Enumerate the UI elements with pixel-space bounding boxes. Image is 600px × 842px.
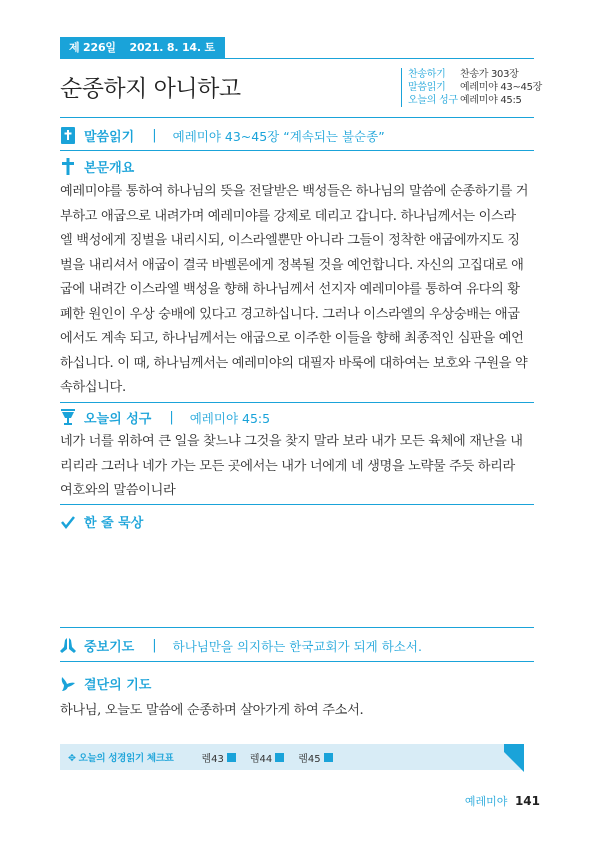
checklist-title: ✥ 오늘의 성경읽기 체크표 — [68, 753, 174, 764]
footer-book: 예레미야 — [464, 795, 508, 808]
day-label: 제 226일 — [69, 41, 116, 54]
chalice-icon — [60, 409, 76, 427]
checklist-item-label: 렘45 — [298, 753, 321, 765]
cross-icon — [60, 158, 76, 176]
separator: | — [169, 410, 174, 425]
summary-text — [60, 180, 536, 401]
verse-header — [60, 408, 270, 427]
praying-hands-icon — [60, 637, 76, 655]
text-line: 폐한 원인이 우상 숭배에 있다고 경고하십니다. 그러나 이스라엘의 우상숭배는 애굽 — [60, 306, 520, 322]
text-line: 엘 백성에게 징벌을 내리시되, 이스라엘뿐만 아니라 그들이 정착한 애굽에까지도 징 — [60, 233, 520, 248]
reading-header — [60, 126, 385, 145]
date-tab — [60, 37, 225, 58]
title-rule — [60, 58, 534, 59]
text-line: 여호와의 말씀이니라 — [60, 483, 176, 498]
intercession-text: 하나님만을 의지하는 한국교회가 되게 하소서. — [172, 638, 422, 654]
info-row-verse — [408, 94, 542, 107]
page-title: 순종하지 아니하고 — [60, 76, 241, 102]
checklist-item[interactable] — [298, 750, 332, 765]
bible-icon — [60, 127, 76, 145]
text-line: 예레미야를 통하여 하나님의 뜻을 전달받은 백성들은 하나님의 말씀에 순종하기를 거 — [60, 184, 529, 199]
checklist-label: 오늘의 성경읽기 체크표 — [78, 753, 174, 764]
checklist-item-label: 렘44 — [249, 753, 273, 765]
separator: | — [152, 638, 157, 653]
info-row-reading — [408, 81, 542, 94]
dove-icon — [60, 675, 76, 693]
prayer-label: 결단의 기도 — [84, 678, 152, 693]
verse-reference: 예레미야 45:5 — [189, 410, 271, 426]
info-box — [401, 68, 542, 107]
text-line: 굽에 내려간 이스라엘 백성을 향해 하나님께서 선지자 예레미야를 통하여 유다의 황 — [60, 282, 520, 297]
checklist-item[interactable] — [250, 750, 284, 765]
reading-label: 말씀읽기 — [84, 130, 135, 145]
divider — [60, 661, 534, 662]
summary-header — [60, 157, 134, 176]
info-value: 예레미야 45:5 — [460, 95, 522, 106]
text-line: 리리라 그러나 네가 가는 모든 곳에서는 내가 너에게 네 생명을 노략물 주듯 하리라 — [60, 458, 515, 474]
text-line: 부하고 애굽으로 내려가며 예레미야를 강제로 데리고 갑니다. 하나님께서는 이스라 — [60, 208, 516, 224]
reading-reference: 예레미야 43~45장 “계속되는 불순종” — [172, 128, 385, 144]
checklist-item[interactable] — [201, 750, 235, 765]
text-line: 하십니다. 이 때, 하나님께서는 예레미야의 대필자 바룩에 대하여는 보호와 구원을 약 — [60, 355, 528, 371]
meditation-label: 한 줄 묵상 — [84, 516, 144, 531]
summary-label: 본문개요 — [84, 161, 135, 176]
checklist-item-label: 렘43 — [201, 753, 224, 765]
info-label: 오늘의 성구 — [408, 95, 458, 106]
intercession-header — [60, 636, 422, 655]
info-value: 예레미야 43~45장 — [460, 82, 543, 93]
verse-label: 오늘의 성구 — [84, 412, 152, 427]
intercession-label: 중보기도 — [84, 640, 135, 655]
divider — [60, 402, 534, 403]
checkmark-icon — [60, 513, 76, 531]
text-line: 벌을 내리셔서 애굽이 결국 바벨론에게 정복될 것을 예언합니다. 자신의 고집대로 애 — [60, 257, 524, 273]
checkbox[interactable] — [324, 753, 333, 762]
text-line: 속하십니다. — [60, 380, 126, 395]
info-value: 찬송가 303장 — [460, 69, 519, 80]
divider — [60, 504, 534, 505]
verse-text — [60, 430, 536, 504]
checklist-corner — [504, 744, 524, 752]
info-label: 찬송하기 — [408, 69, 446, 80]
prayer-header — [60, 674, 151, 693]
reading-checklist — [60, 744, 524, 770]
text-line: 에서도 계속 되고, 하나님께서는 애굽으로 이주한 이들을 향해 최종적인 심판을 예언 — [60, 331, 524, 346]
divider — [60, 627, 534, 628]
page-number: 141 — [514, 794, 540, 808]
separator: | — [152, 128, 157, 143]
page-footer — [465, 793, 540, 809]
meditation-header — [60, 512, 143, 531]
info-row-hymn — [408, 68, 542, 81]
checkbox[interactable] — [227, 753, 236, 762]
text-line: 하나님, 오늘도 말씀에 순종하며 살아가게 하여 주소서. — [60, 703, 364, 718]
date-label: 2021. 8. 14. 토 — [129, 41, 215, 54]
info-label: 말씀읽기 — [408, 82, 446, 93]
prayer-text — [60, 699, 536, 724]
text-line: 네가 너를 위하여 큰 일을 찾느냐 그것을 찾지 말라 보라 내가 모든 육체에 재난을 내 — [60, 434, 523, 449]
divider — [60, 150, 534, 151]
divider — [60, 117, 534, 118]
checkbox[interactable] — [275, 753, 284, 762]
checklist-corner-fold — [504, 752, 524, 772]
